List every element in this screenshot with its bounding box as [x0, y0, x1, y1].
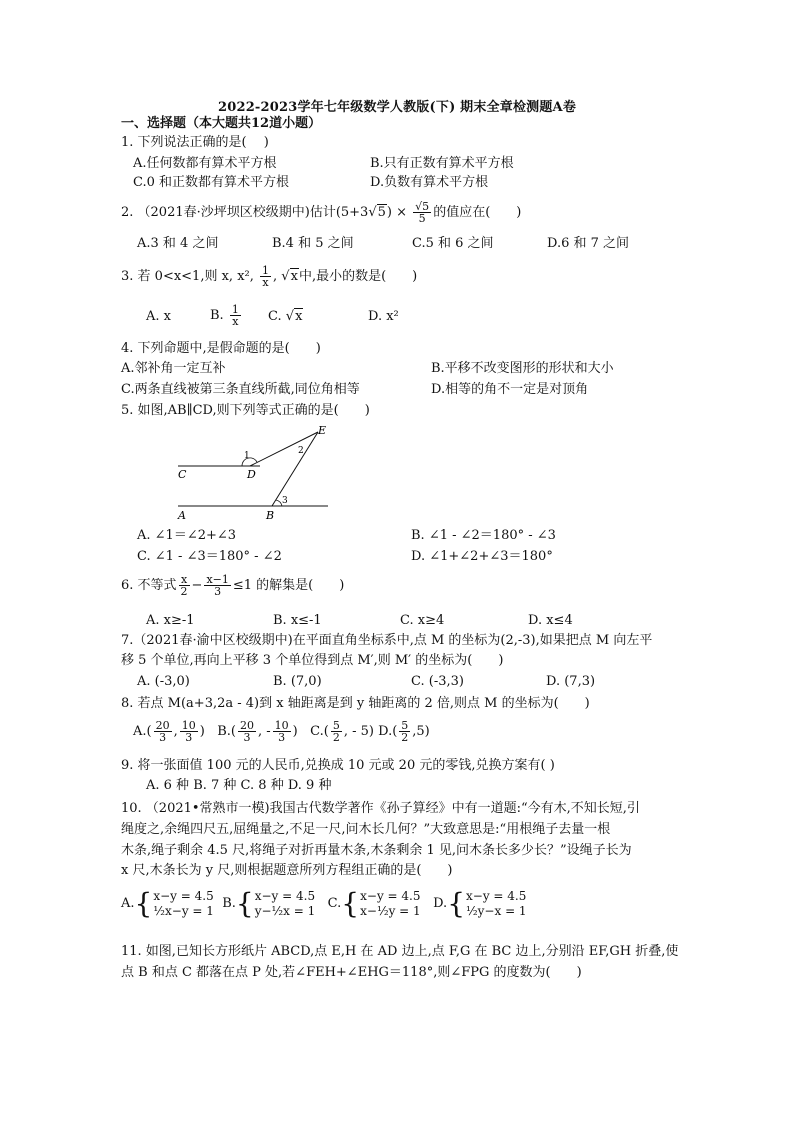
q9-options: A. 6 种 B. 7 种 C. 8 种 D. 9 种 [146, 778, 332, 793]
q8-b-d2: 3 [278, 731, 286, 744]
q2-option-a: A.3 和 4 之间 [137, 236, 219, 251]
brace-icon: { [134, 886, 153, 920]
q8-a-d2: 3 [185, 731, 193, 744]
q5-stem: 5. 如图,AB∥CD,则下列等式正确的是( ) [121, 403, 370, 418]
sqrt-symbol: √ [368, 205, 377, 220]
q10-options [121, 888, 527, 920]
q10-d-eq2: ½y−x = 1 [466, 903, 527, 918]
q6-f1-num: x [179, 574, 190, 586]
q7-option-a: A. (-3,0) [137, 674, 190, 689]
q8-a-label: A. [133, 724, 147, 739]
q10-b-eq2: y−½x = 1 [254, 903, 316, 918]
q7-line-2: 移 5 个单位,再向上平移 3 个单位得到点 M′,则 M′ 的坐标为( ) [121, 653, 504, 668]
q6-suffix: ≤1 的解集是( ) [232, 578, 345, 593]
q2-stem [121, 200, 521, 226]
q9-stem: 9. 将一张面值 100 元的人民币,兑换成 10 元或 20 元的零钱,兑换方案有( ) [121, 758, 555, 773]
sqrt-symbol: √ [281, 269, 290, 284]
label-a: A [178, 509, 186, 522]
q3-b-fraction [230, 304, 241, 327]
brace-icon: { [341, 886, 360, 920]
q10-d-system [466, 889, 527, 919]
q10-c-eq1: x−y = 4.5 [360, 888, 421, 903]
q2-suffix: 的值应在( ) [433, 205, 522, 220]
label-angle-3: 3 [282, 496, 288, 506]
q10-a-label: A. [121, 896, 135, 911]
q10-d-eq1: x−y = 4.5 [466, 888, 527, 903]
q3-c-label: C. [268, 309, 282, 324]
q1-stem: 1. 下列说法正确的是( ) [121, 135, 269, 150]
q10-b-label: B. [222, 896, 236, 911]
q3-frac-num: 1 [262, 264, 270, 277]
q10-c-label: C. [327, 896, 342, 911]
q3-option-b [210, 300, 243, 332]
sqrt-symbol: √ [285, 309, 295, 324]
q10-b-system [255, 889, 316, 919]
q7-option-d: D. (7,3) [546, 674, 596, 689]
q8-stem: 8. 若点 M(a+3,2a - 4)到 x 轴距离是到 y 轴距离的 2 倍,则点 M 的坐标为( ) [121, 696, 590, 711]
q10-line-1: 10. （2021•常熟市一模)我国古代数学著作《孙子算经》中有一道题:“今有木,不知长短,引 [121, 801, 640, 816]
brace-icon: { [235, 886, 254, 920]
q8-b-frac-2 [273, 720, 291, 743]
q6-stem [121, 571, 344, 601]
q11-line-2: 点 B 和点 C 都落在点 P 处,若∠FEH+∠EHG＝118°,则∠FPG 的度数为( ) [121, 965, 582, 980]
q6-fraction-2 [204, 574, 230, 597]
q8-d-d1: 2 [401, 731, 409, 744]
q5-option-a: A. ∠1＝∠2+∠3 [137, 528, 237, 543]
q2-frac-den: 5 [418, 212, 426, 225]
q8-a-frac-1 [154, 720, 172, 743]
q6-fraction-1 [179, 574, 190, 597]
q1-option-a: A.任何数都有算术平方根 [133, 156, 277, 171]
q2-frac-num: √5 [415, 200, 430, 213]
q3-option-c [268, 308, 303, 326]
q8-a-n2: 10 [181, 719, 196, 732]
q8-d-frac [399, 720, 410, 743]
section-heading: 一、选择题（本大题共12道小题） [121, 116, 322, 131]
q3-c-sqrt: x [295, 309, 303, 324]
q4-option-a: A.邻补角一定互补 [121, 361, 226, 376]
q5-geometry-figure [170, 422, 340, 524]
q8-d-tail: ,5) [412, 724, 430, 739]
q5-option-b: B. ∠1 - ∠2＝180° - ∠3 [411, 528, 556, 543]
q8-c-tail: , - 5) [343, 724, 374, 739]
q3-b-den: x [232, 315, 239, 328]
label-d: D [247, 468, 256, 481]
q8-c-n1: 5 [332, 719, 340, 732]
q2-option-b: B.4 和 5 之间 [272, 236, 354, 251]
q3-b-num: 1 [231, 303, 239, 316]
q3-b-label: B. [210, 308, 224, 323]
q1-option-b: B.只有正数有算术平方根 [370, 156, 514, 171]
q10-line-4: x 尺,木条长为 y 尺,则根据题意所列方程组正确的是( ) [121, 863, 453, 878]
q10-line-3: 木条,绳子剩余 4.5 尺,将绳子对折再量木条,木条剩余 1 见,问木条长多少长？”设绳子长为 [121, 843, 632, 858]
q6-option-b: B. x≤-1 [273, 613, 322, 628]
label-e: E [318, 424, 327, 437]
q6-f1-den: 2 [180, 585, 188, 598]
q10-line-2: 绳度之,余绳四尺五,屈绳量之,不足一尺,问木长几何？”大致意思是:“用根绳子去量一根 [121, 822, 611, 837]
q8-a-frac-2 [180, 720, 198, 743]
q4-option-b: B.平移不改变图形的形状和大小 [431, 361, 614, 376]
q6-f2-den: 3 [214, 585, 222, 598]
q3-sqrtx: x [290, 269, 298, 284]
q6-minus: − [191, 578, 203, 593]
q2-fraction [413, 201, 431, 224]
q8-b-frac-1 [238, 720, 256, 743]
q11-line-1: 11. 如图,已知长方形纸片 ABCD,点 E,H 在 AD 边上,点 F,G 在 BC 边上,分别沿 EF,GH 折叠,使 [121, 944, 679, 959]
q1-option-c: C.0 和正数都有算术平方根 [133, 175, 290, 190]
q8-c-d1: 2 [332, 731, 340, 744]
label-b: B [266, 509, 275, 522]
q6-prefix: 6. 不等式 [121, 578, 177, 593]
q3-frac-den: x [262, 276, 269, 289]
brace-icon: { [447, 886, 466, 920]
q3-suffix: 中,最小的数是( ) [298, 269, 418, 284]
q5-option-c: C. ∠1 - ∠3＝180° - ∠2 [137, 549, 282, 564]
q8-b-n1: 20 [239, 719, 254, 732]
q2-option-d: D.6 和 7 之间 [547, 236, 630, 251]
q10-c-system [360, 889, 421, 919]
q4-stem: 4. 下列命题中,是假命题的是( ) [121, 341, 321, 356]
label-c: C [178, 468, 187, 481]
q8-b-n2: 10 [274, 719, 289, 732]
label-angle-2: 2 [298, 446, 304, 456]
q8-options: A.( $\frac{20}{3}$ , $\frac{10}{3}$ ) B.( $\frac{20}{3}$ , - $\frac{10}{3}$ ) C.( $\frac{5}{2}$ , - 5) D.( $\frac{5}{2}$ ,5) [133, 719, 430, 744]
q10-c-eq2: x−½y = 1 [360, 903, 421, 918]
q5-option-d: D. ∠1+∠2+∠3＝180° [411, 549, 553, 564]
q6-option-c: C. x≥4 [400, 613, 445, 628]
q6-option-d: D. x≤4 [528, 613, 573, 628]
q8-d-n1: 5 [401, 719, 409, 732]
q8-d-label: D. [378, 724, 393, 739]
q10-b-eq1: x−y = 4.5 [254, 888, 316, 903]
q8-a-d1: 3 [159, 731, 167, 744]
q8-c-label: C. [310, 724, 324, 739]
q3-prefix: 3. 若 0<x<1,则 x, x², [121, 269, 254, 284]
q8-c-frac [331, 720, 342, 743]
q2-option-c: C.5 和 6 之间 [412, 236, 494, 251]
q1-option-d: D.负数有算术平方根 [370, 175, 489, 190]
label-angle-1: 1 [244, 451, 250, 461]
q10-a-system [153, 889, 214, 919]
q3-option-a: A. x [146, 309, 171, 324]
q6-option-a: A. x≥-1 [146, 613, 195, 628]
q3-sep: , [273, 269, 278, 284]
q10-a-eq1: x−y = 4.5 [153, 888, 214, 903]
q3-stem [121, 262, 417, 292]
q2-mid: ) × [386, 205, 408, 220]
q4-option-c: C.两条直线被第三条直线所截,同位角相等 [121, 382, 360, 397]
q3-fraction [260, 265, 271, 288]
q8-b-d1: 3 [243, 731, 251, 744]
q8-b-label: B. [217, 724, 231, 739]
q2-sqrt5: 5 [377, 205, 386, 220]
q6-f2-num: x−1 [206, 573, 229, 586]
q10-a-eq2: ½x−y = 1 [153, 903, 214, 918]
q8-a-n1: 20 [155, 719, 170, 732]
q2-prefix: 2. （2021春·沙坪坝区校级期中)估计(5+3 [121, 205, 369, 220]
q7-option-c: C. (-3,3) [411, 674, 464, 689]
q7-line-1: 7.（2021春·渝中区校级期中)在平面直角坐标系中,点 M 的坐标为(2,-3),如果把点 M 向左平 [121, 633, 653, 648]
q10-d-label: D. [433, 896, 448, 911]
q7-option-b: B. (7,0) [273, 674, 322, 689]
q3-option-d: D. x² [368, 309, 399, 324]
exam-title: 2022-2023学年七年级数学人教版(下) 期末全章检测题A卷 [217, 100, 577, 115]
q4-option-d: D.相等的角不一定是对顶角 [431, 382, 589, 397]
